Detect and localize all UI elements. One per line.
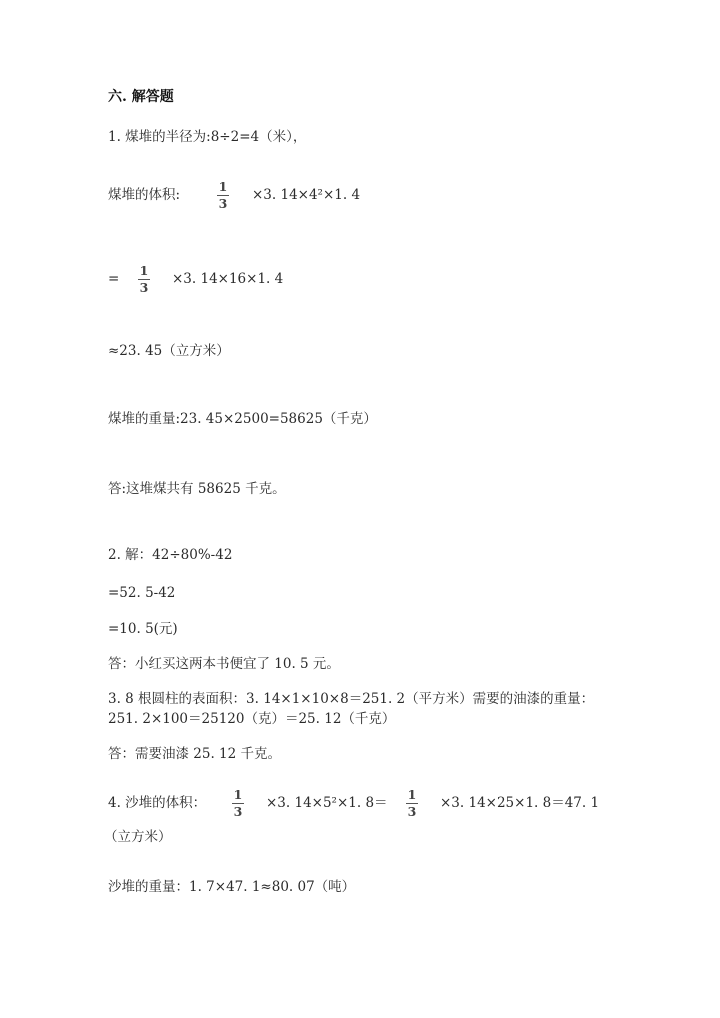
fraction-one-third [137,264,151,295]
fraction-denominator: 3 [233,804,243,819]
q3-line-1: 3. 8 根圆柱的表面积：3. 14×1×10×8＝251. 2（平方米）需要的油漆的重量： [108,691,595,707]
q1-approx-line: ≈23. 45（立方米） [108,343,230,359]
q1-weight-line: 煤堆的重量:23. 45×2500=58625（千克） [108,411,377,427]
q1-volume-expression: ×3. 14×4²×1. 4 [252,187,361,203]
fraction-one-third [216,180,230,211]
q4-unit-line: （立方米） [104,829,172,845]
fraction-numerator: 1 [407,787,417,802]
q2-answer-line: 答：小红买这两本书便宜了 10. 5 元。 [108,656,340,672]
q1-equals-sign: = [108,271,120,287]
q2-line-2: =52. 5-42 [108,585,176,601]
fraction-numerator: 1 [139,263,149,278]
q4-expression-1: ×3. 14×5²×1. 8＝ [266,795,388,811]
fraction-one-third [405,788,419,819]
q1-radius-line: 1. 煤堆的半径为:8÷2=4（米）， [108,129,307,145]
q1-equals-expression: ×3. 14×16×1. 4 [172,271,284,287]
q2-line-1: 2. 解：42÷80%-42 [108,547,233,563]
fraction-one-third [231,788,245,819]
q3-line-2: 251. 2×100＝25120（克）＝25. 12（千克） [108,711,396,727]
fraction-denominator: 3 [139,280,149,295]
fraction-denominator: 3 [407,804,417,819]
q4-volume-label: 4. 沙堆的体积： [108,795,207,811]
fraction-numerator: 1 [218,179,228,194]
section-title: 六. 解答题 [108,89,174,105]
q4-weight-line: 沙堆的重量：1. 7×47. 1≈80. 07（吨） [108,879,356,895]
q2-line-3: =10. 5(元) [108,621,178,637]
q1-answer-line: 答:这堆煤共有 58625 千克。 [108,481,286,497]
q1-volume-label: 煤堆的体积: [108,187,181,203]
q4-expression-2: ×3. 14×25×1. 8＝47. 1 [440,795,600,811]
fraction-denominator: 3 [218,196,228,211]
fraction-numerator: 1 [233,787,243,802]
q3-answer-line: 答：需要油漆 25. 12 千克。 [108,746,282,762]
